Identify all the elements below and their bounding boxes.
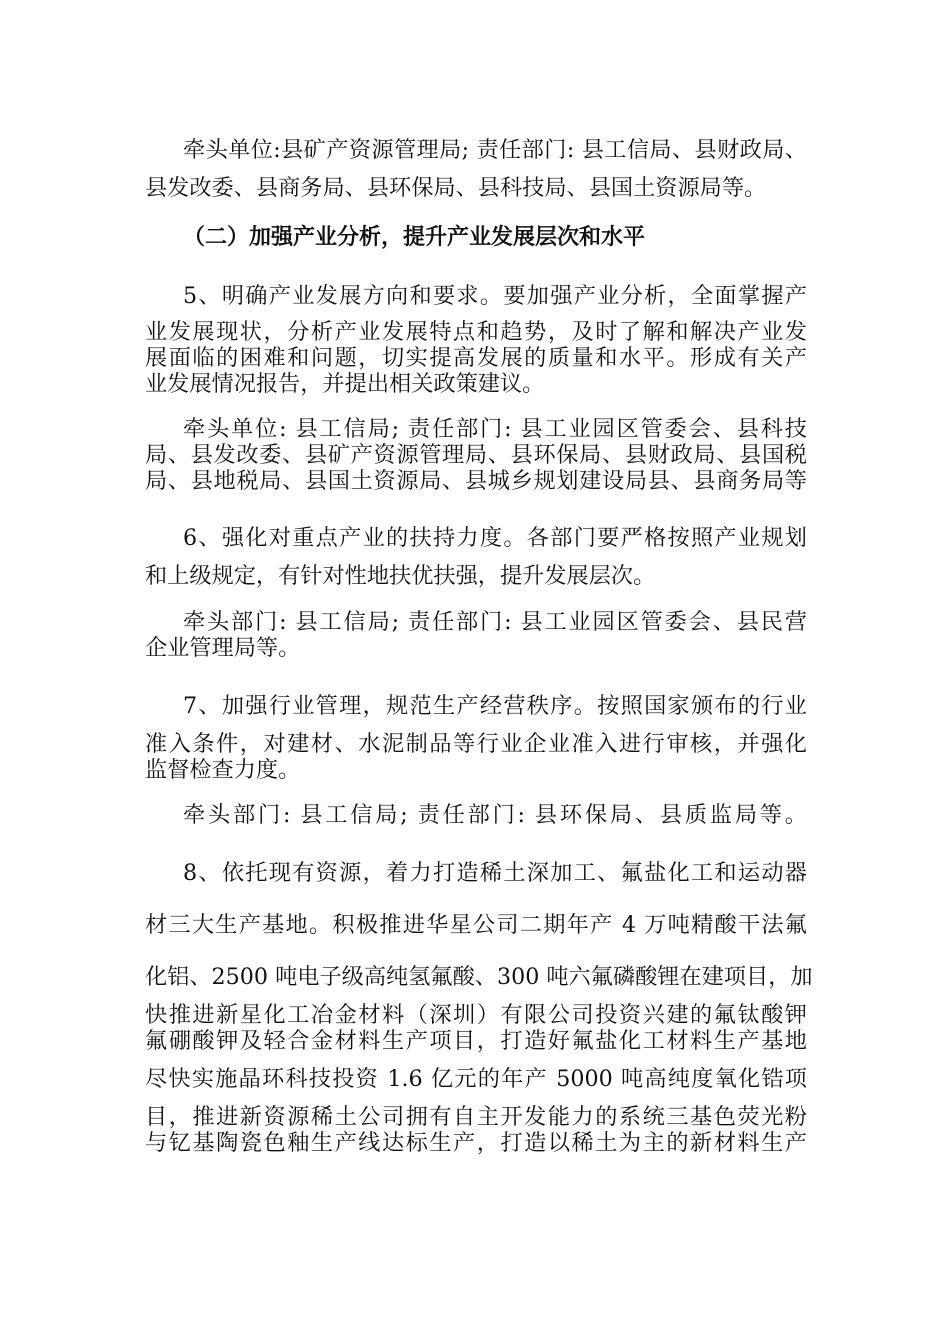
text-line: 牵头部门: 县工信局; 责任部门: 县环保局、县质监局等。 [183, 802, 807, 828]
text-line: 尽快实施晶环科技投资 1.6 亿元的年产 5000 吨高纯度氧化锆项 [145, 1066, 807, 1092]
text-line: 5、明确产业发展方向和要求。要加强产业分析，全面掌握产 [183, 283, 807, 309]
text-line: 和上级规定，有针对性地扶优扶强，提升发展层次。 [145, 563, 656, 589]
text-line: 8、依托现有资源，着力打造稀土深加工、氟盐化工和运动器 [183, 860, 807, 886]
text-line: 7、加强行业管理，规范生产经营秩序。按照国家颁布的行业 [183, 693, 807, 719]
text-line: 企业管理局等。 [145, 635, 301, 661]
text-line: 牵头单位: 县工信局; 责任部门: 县工业园区管委会、县科技 [183, 416, 807, 442]
text-line: 县发改委、县商务局、县环保局、县科技局、县国土资源局等。 [145, 175, 767, 201]
section-heading: （二）加强产业分析，提升产业发展层次和水平 [183, 225, 646, 250]
text-line: 化铝、2500 吨电子级高纯氢氟酸、300 吨六氟磷酸锂在建项目，加 [145, 964, 813, 990]
text-line: 氟硼酸钾及轻合金材料生产项目，打造好氟盐化工材料生产基地 [145, 1028, 807, 1054]
text-line: 展面临的困难和问题，切实提高发展的质量和水平。形成有关产 [145, 345, 807, 371]
text-line: 业发展情况报告，并提出相关政策建议。 [145, 371, 545, 397]
text-line: 监督检查力度。 [145, 757, 301, 783]
text-line: 目，推进新资源稀土公司拥有自主开发能力的系统三基色荧光粉 [145, 1104, 807, 1130]
text-line: 与钇基陶瓷色釉生产线达标生产，打造以稀土为主的新材料生产 [145, 1130, 807, 1156]
text-line: 6、强化对重点产业的扶持力度。各部门要严格按照产业规划 [183, 525, 807, 551]
text-line: 材三大生产基地。积极推进华星公司二期年产 4 万吨精酸干法氟 [145, 912, 807, 938]
text-line: 牵头单位:县矿产资源管理局; 责任部门: 县工信局、县财政局、 [183, 137, 807, 163]
text-line: 快推进新星化工冶金材料（深圳）有限公司投资兴建的氟钛酸钾 [145, 1002, 807, 1028]
text-line: 牵头部门: 县工信局; 责任部门: 县工业园区管委会、县民营 [183, 609, 807, 635]
text-line: 准入条件，对建材、水泥制品等行业企业准入进行审核，并强化 [145, 731, 807, 757]
text-line: 局、县地税局、县国土资源局、县城乡规划建设局县、县商务局等 [145, 468, 807, 494]
text-line: 业发展现状，分析产业发展特点和趋势，及时了解和解决产业发 [145, 319, 807, 345]
text-line: 局、县发改委、县矿产资源管理局、县环保局、县财政局、县国税 [145, 442, 807, 468]
